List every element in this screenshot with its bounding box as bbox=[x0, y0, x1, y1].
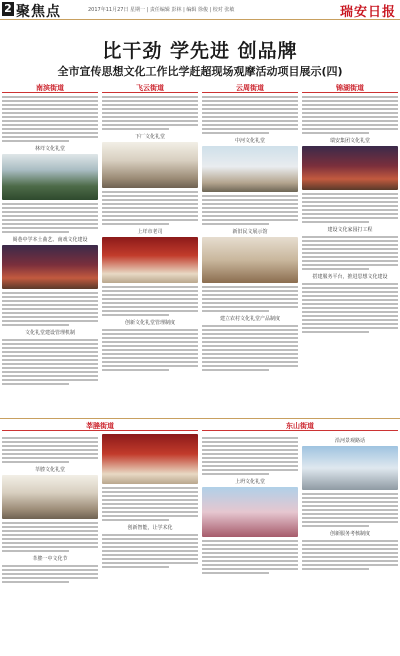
photo-caption: 上垟市老司 bbox=[137, 229, 163, 235]
article-text bbox=[302, 236, 398, 270]
photo bbox=[202, 237, 298, 283]
photo-caption: 新旧民文展示馆 bbox=[232, 229, 268, 235]
article-text bbox=[202, 195, 298, 225]
lower-column-1 bbox=[2, 434, 98, 585]
photo-caption: 瑞安集团文化礼堂 bbox=[329, 138, 370, 144]
article-text bbox=[102, 329, 198, 371]
section-caption: 创新文化礼堂管理制度 bbox=[124, 320, 175, 326]
section-title: 聚焦点 bbox=[16, 4, 61, 20]
photo bbox=[102, 434, 198, 484]
section-caption: 沿河景观路话 bbox=[334, 438, 365, 444]
section-caption: 文化礼堂建设管理机制 bbox=[24, 330, 75, 336]
article-text bbox=[2, 96, 98, 142]
article-text bbox=[202, 325, 298, 371]
page-header bbox=[0, 0, 400, 20]
photo bbox=[2, 475, 98, 519]
article-text bbox=[2, 437, 98, 463]
photo bbox=[102, 237, 198, 283]
article-text bbox=[302, 493, 398, 527]
photo-caption: 阁巷中学本土曲艺、南戏文化建设 bbox=[12, 237, 88, 243]
article-text bbox=[102, 286, 198, 316]
page-subheadline: 全市宣传思想文化工作比学赶超现场观摩活动项目展示(四) bbox=[57, 65, 343, 78]
article-text bbox=[202, 96, 298, 134]
article-text bbox=[2, 339, 98, 385]
section-divider bbox=[0, 418, 400, 419]
article-text bbox=[2, 203, 98, 233]
section-caption: 创新服务考核制度 bbox=[329, 531, 370, 537]
column-street-title: 南滨街道 bbox=[2, 84, 98, 93]
photo-caption: 林垟文化礼堂 bbox=[34, 146, 65, 152]
article-text bbox=[302, 96, 398, 134]
section-caption: 莘塍一中文化节 bbox=[32, 556, 68, 562]
photo bbox=[202, 146, 298, 192]
article-text bbox=[302, 283, 398, 333]
photo-caption: 莘塍文化礼堂 bbox=[34, 467, 65, 473]
photo-caption: 中河文化礼堂 bbox=[234, 138, 265, 144]
lower-column-4 bbox=[302, 434, 398, 572]
article-text bbox=[302, 540, 398, 570]
dateline: 2017年11月27日 星期一 | 责任编辑 彭林 | 编辑 徐俊 | 校对 张敏 bbox=[88, 7, 235, 13]
article-text bbox=[202, 286, 298, 312]
photo bbox=[2, 154, 98, 200]
article-text bbox=[102, 96, 198, 130]
column-street-title: 飞云街道 bbox=[102, 84, 198, 93]
article-text bbox=[202, 437, 298, 475]
article-text bbox=[102, 191, 198, 225]
article-text bbox=[302, 193, 398, 223]
section-caption: 搭建服务平台，推进思想文化建设 bbox=[312, 274, 388, 280]
article-text bbox=[202, 540, 298, 574]
article-text bbox=[102, 534, 198, 568]
article-text bbox=[102, 487, 198, 521]
photo bbox=[302, 146, 398, 190]
photo bbox=[2, 245, 98, 289]
lower-column-3 bbox=[202, 434, 298, 576]
section-caption: 创新智能，让学术化 bbox=[127, 525, 173, 531]
photo bbox=[302, 446, 398, 490]
lower-column-2 bbox=[102, 434, 198, 570]
article-text bbox=[2, 292, 98, 326]
newspaper-masthead: 瑞安日报 bbox=[339, 5, 396, 20]
page-headline: 比干劲 学先进 创品牌 bbox=[102, 40, 298, 62]
lower-street-title: 莘塍街道 bbox=[2, 422, 198, 431]
article-text bbox=[2, 522, 98, 552]
column-jinhu bbox=[302, 84, 398, 335]
column-feiyun bbox=[102, 84, 198, 373]
article-text bbox=[2, 565, 98, 583]
section-caption: 建设文化家园打工程 bbox=[327, 227, 373, 233]
photo bbox=[102, 142, 198, 188]
photo-caption: 下厂文化礼堂 bbox=[134, 134, 165, 140]
column-street-title: 云周街道 bbox=[202, 84, 298, 93]
page-number: 2 bbox=[2, 2, 14, 16]
column-nanbin bbox=[2, 84, 98, 387]
lower-street-title: 东山街道 bbox=[202, 422, 398, 431]
photo bbox=[202, 487, 298, 537]
column-street-title: 锦湖街道 bbox=[302, 84, 398, 93]
column-yunzhou bbox=[202, 84, 298, 373]
photo-caption: 上坍文化礼堂 bbox=[234, 479, 265, 485]
section-caption: 建立农村文化礼堂产品制度 bbox=[219, 316, 280, 322]
